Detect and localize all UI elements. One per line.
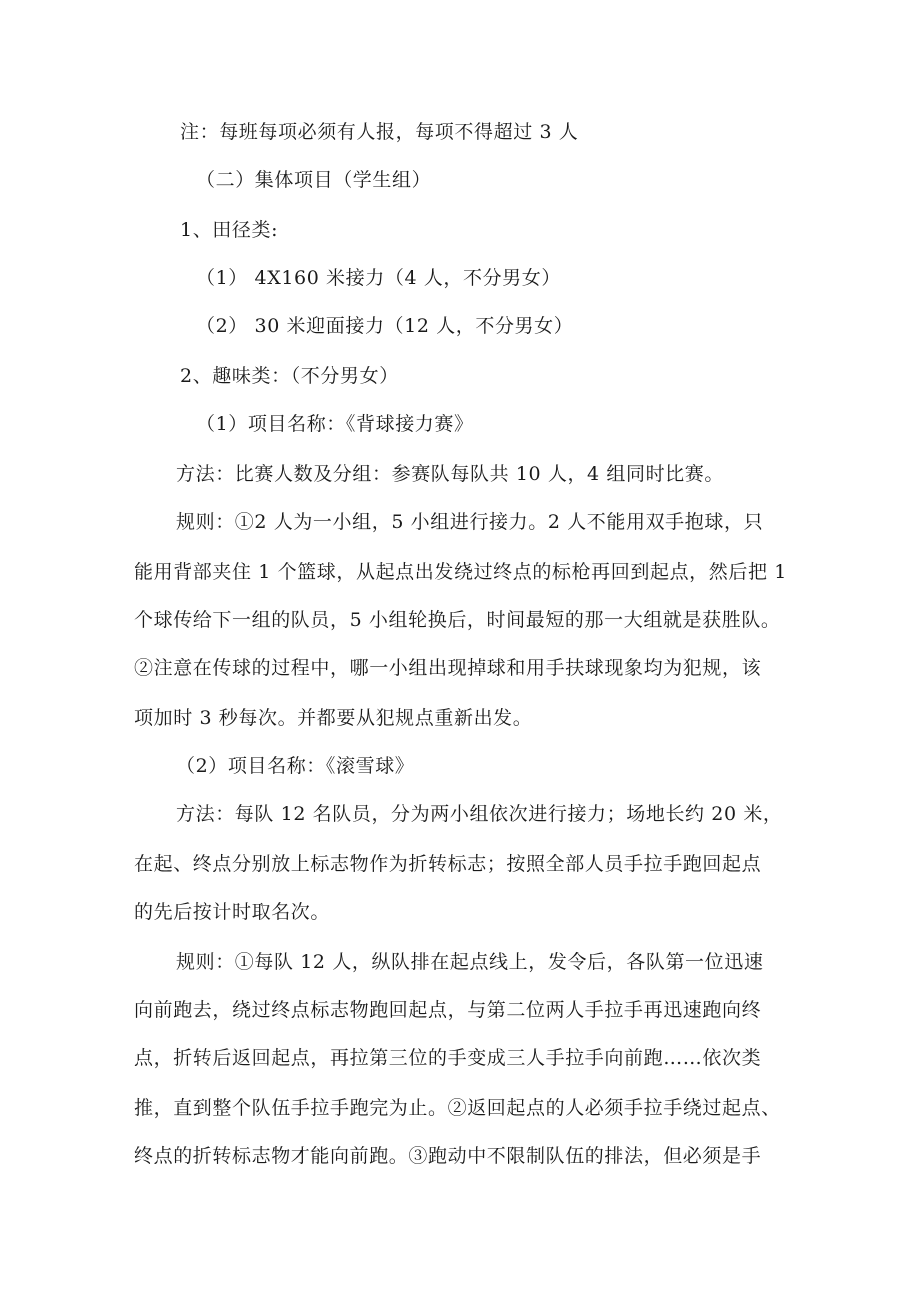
paragraph-line: 个球传给下一组的队员，5 小组轮换后，时间最短的那一大组就是获胜队。 (134, 609, 781, 631)
paragraph-line: 终点的折转标志物才能向前跑。③跑动中不限制队伍的排法，但必须是手 (134, 1145, 762, 1167)
paragraph-line: 能用背部夹住 1 个篮球，从起点出发绕过终点的标枪再回到起点，然后把 1 (134, 561, 787, 583)
paragraph-line: 推，直到整个队伍手拉手跑完为止。②返回起点的人必须手拉手绕过起点、 (134, 1097, 781, 1119)
event-title: （1）项目名称：《背球接力赛》 (196, 413, 474, 435)
paragraph-line: 的先后按计时取名次。 (134, 901, 331, 923)
event-title: （2）项目名称：《滚雪球》 (176, 755, 415, 777)
paragraph-line: 点，折转后返回起点，再拉第三位的手变成三人手拉手向前跑……依次类 (134, 1047, 762, 1069)
paragraph-line: 方法：每队 12 名队员，分为两小组依次进行接力；场地长约 20 米， (176, 803, 783, 825)
paragraph-line: 规则：①2 人为一小组，5 小组进行接力。2 人不能用双手抱球，只 (176, 511, 764, 533)
category-heading: 2、趣味类：（不分男女） (180, 365, 399, 387)
paragraph-line: 向前跑去，绕过终点标志物跑回起点，与第二位两人手拉手再迅速跑向终 (134, 999, 762, 1021)
category-heading: 1、田径类: (180, 219, 279, 241)
paragraph-line: 项加时 3 秒每次。并都要从犯规点重新出发。 (134, 707, 533, 729)
paragraph-line: ②注意在传球的过程中，哪一小组出现掉球和用手扶球现象均为犯规，该 (134, 657, 762, 679)
event-item: （2） 30 米迎面接力（12 人，不分男女） (196, 315, 574, 337)
event-item: （1） 4X160 米接力（4 人，不分男女） (196, 267, 561, 289)
note-line: 注：每班每项必须有人报，每项不得超过 3 人 (180, 121, 579, 143)
paragraph-line: 方法：比赛人数及分组：参赛队每队共 10 人，4 组同时比赛。 (176, 463, 724, 485)
section-heading: （二）集体项目（学生组） (196, 169, 432, 191)
paragraph-line: 规则：①每队 12 人，纵队排在起点线上，发令后，各队第一位迅速 (176, 951, 764, 973)
paragraph-line: 在起、终点分别放上标志物作为折转标志；按照全部人员手拉手跑回起点 (134, 853, 762, 875)
